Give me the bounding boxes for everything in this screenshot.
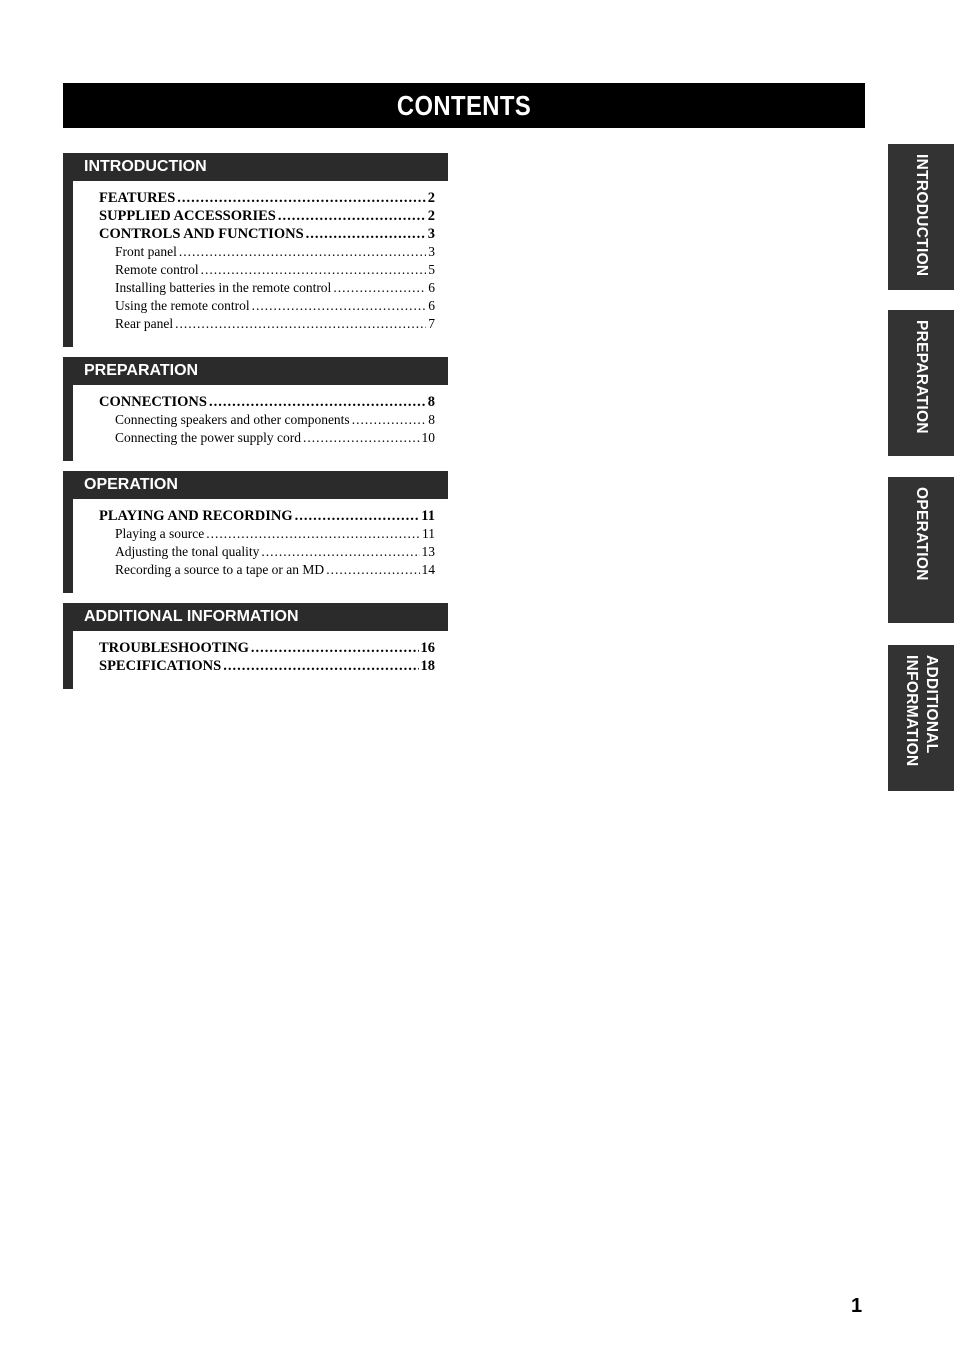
section-operation xyxy=(63,471,448,593)
dot-leader xyxy=(206,525,420,543)
toc-entry-specifications[interactable] xyxy=(99,657,435,675)
toc-entry-rear-panel[interactable] xyxy=(99,315,435,333)
toc-entry-recording-a-source[interactable] xyxy=(99,561,435,579)
toc-entry-label: Adjusting the tonal quality xyxy=(115,544,260,559)
dot-leader xyxy=(251,639,419,657)
section-entries xyxy=(63,385,448,461)
toc-entry-page: 6 xyxy=(428,298,435,313)
toc-entry-playing-and-recording[interactable] xyxy=(99,507,435,525)
section-heading: OPERATION xyxy=(63,471,448,499)
side-tab-label: OPERATION xyxy=(913,487,930,581)
side-tab-label: PREPARATION xyxy=(913,320,930,434)
toc-entry-installing-batteries[interactable] xyxy=(99,279,435,297)
toc-entry-front-panel[interactable] xyxy=(99,243,435,261)
toc-entry-page: 11 xyxy=(421,508,435,524)
toc-entry-connecting-power-cord[interactable] xyxy=(99,429,435,447)
section-entries xyxy=(63,181,448,347)
dot-leader xyxy=(201,261,427,279)
section-preparation xyxy=(63,357,448,461)
toc-entry-label: Connecting the power supply cord xyxy=(115,430,301,445)
dot-leader xyxy=(303,429,420,447)
side-tab-label: INTRODUCTION xyxy=(913,154,930,277)
toc-entry-label: SPECIFICATIONS xyxy=(99,658,222,674)
dot-leader xyxy=(223,657,418,675)
toc-entry-page: 2 xyxy=(427,208,435,224)
toc-entry-page: 14 xyxy=(421,562,435,577)
toc-entry-page: 3 xyxy=(427,226,435,242)
side-tab-additional-information[interactable] xyxy=(888,645,954,791)
toc-entry-page: 6 xyxy=(428,280,435,295)
toc-entry-page: 18 xyxy=(420,658,435,674)
side-tab-label: ADDITIONAL INFORMATION xyxy=(903,655,940,767)
toc-entry-label: Remote control xyxy=(115,262,199,277)
toc-entry-label: Installing batteries in the remote control xyxy=(115,280,332,295)
toc-entry-supplied-accessories[interactable] xyxy=(99,207,435,225)
side-tab-operation[interactable] xyxy=(888,477,954,623)
toc-entry-playing-a-source[interactable] xyxy=(99,525,435,543)
toc-entry-page: 13 xyxy=(421,544,435,559)
toc-entry-page: 8 xyxy=(428,412,435,427)
dot-leader xyxy=(177,189,425,207)
side-tab-preparation[interactable] xyxy=(888,310,954,456)
section-entries xyxy=(63,499,448,593)
toc-entry-connecting-speakers[interactable] xyxy=(99,411,435,429)
toc-entry-label: PLAYING AND RECORDING xyxy=(99,508,293,524)
toc-entry-page: 16 xyxy=(420,640,435,656)
toc-entry-label: CONTROLS AND FUNCTIONS xyxy=(99,226,304,242)
dot-leader xyxy=(333,279,426,297)
section-entries xyxy=(63,631,448,689)
dot-leader xyxy=(352,411,427,429)
toc-entry-features[interactable] xyxy=(99,189,435,207)
toc-entry-label: Playing a source xyxy=(115,526,205,541)
toc-entry-adjusting-tonal-quality[interactable] xyxy=(99,543,435,561)
section-heading: ADDITIONAL INFORMATION xyxy=(63,603,448,631)
side-tab-introduction[interactable] xyxy=(888,144,954,290)
section-heading: INTRODUCTION xyxy=(63,153,448,181)
dot-leader xyxy=(209,393,426,411)
dot-leader xyxy=(278,207,426,225)
toc-entry-remote-control[interactable] xyxy=(99,261,435,279)
section-heading: PREPARATION xyxy=(63,357,448,385)
toc-entry-page: 7 xyxy=(428,316,435,331)
contents-title-bar xyxy=(63,83,865,128)
dot-leader xyxy=(179,243,426,261)
toc-entry-page: 10 xyxy=(421,430,435,445)
toc-entry-page: 8 xyxy=(427,394,435,410)
dot-leader xyxy=(295,507,420,525)
page-title: CONTENTS xyxy=(396,89,532,121)
toc-entry-label: Front panel xyxy=(115,244,177,259)
dot-leader xyxy=(261,543,419,561)
toc-entry-label: SUPPLIED ACCESSORIES xyxy=(99,208,276,224)
toc-entry-connections[interactable] xyxy=(99,393,435,411)
section-additional-information xyxy=(63,603,448,689)
section-introduction xyxy=(63,153,448,347)
toc-entry-controls-and-functions[interactable] xyxy=(99,225,435,243)
toc-entry-label: Connecting speakers and other components xyxy=(115,412,350,427)
toc-entry-label: Using the remote control xyxy=(115,298,250,313)
toc-entry-label: Recording a source to a tape or an MD xyxy=(115,562,325,577)
toc-entry-using-remote-control[interactable] xyxy=(99,297,435,315)
page-number: 1 xyxy=(851,1295,863,1317)
dot-leader xyxy=(326,561,419,579)
dot-leader xyxy=(175,315,426,333)
toc-entry-page: 5 xyxy=(428,262,435,277)
toc-entry-label: Rear panel xyxy=(115,316,174,331)
toc-entry-page: 2 xyxy=(427,190,435,206)
toc-entry-page: 11 xyxy=(422,526,435,541)
dot-leader xyxy=(306,225,426,243)
toc-entry-troubleshooting[interactable] xyxy=(99,639,435,657)
dot-leader xyxy=(252,297,427,315)
toc-entry-label: CONNECTIONS xyxy=(99,394,207,410)
toc-entry-label: FEATURES xyxy=(99,190,176,206)
toc-entry-page: 3 xyxy=(428,244,435,259)
toc-entry-label: TROUBLESHOOTING xyxy=(99,640,249,656)
